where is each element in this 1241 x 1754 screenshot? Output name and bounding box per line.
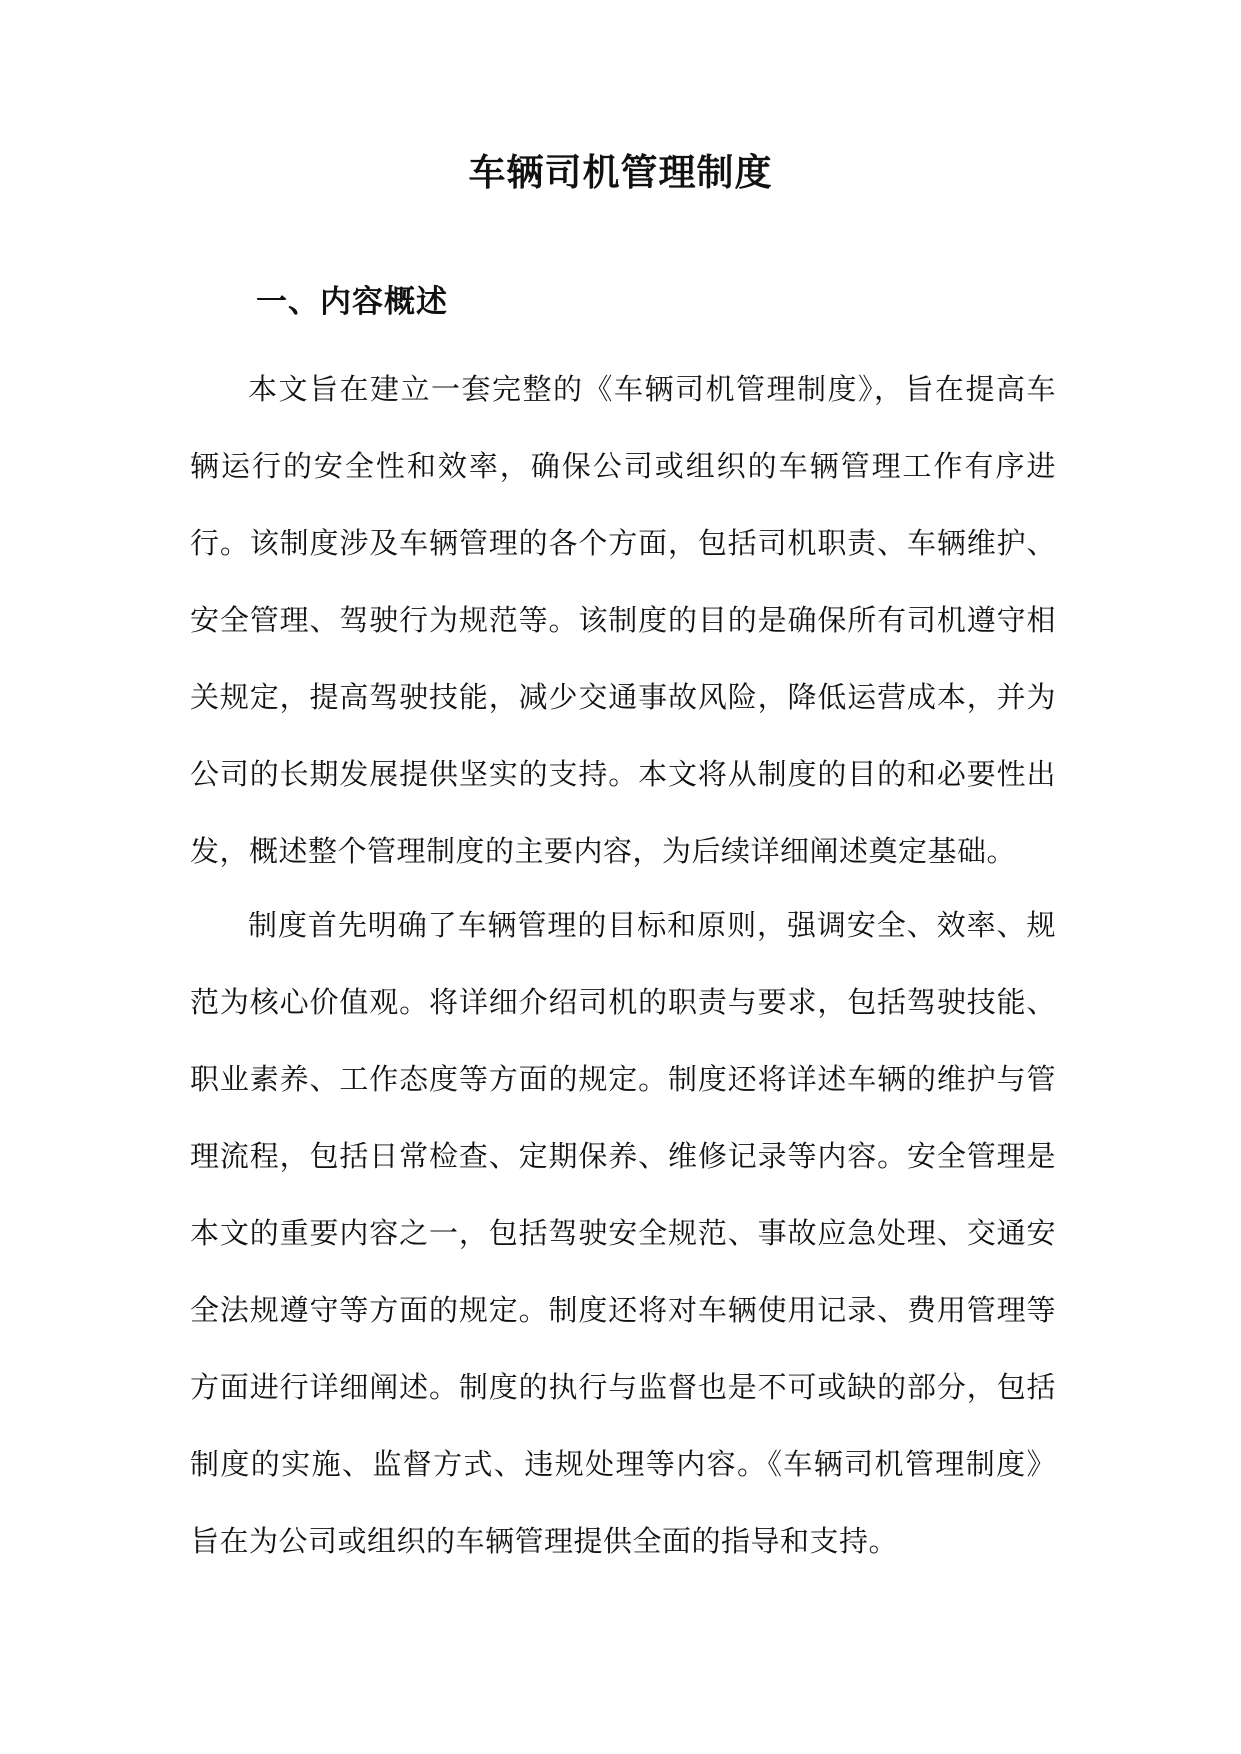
body-paragraph: 本文旨在建立一套完整的《车辆司机管理制度》，旨在提高车辆运行的安全性和效率，确保公司或组织的车辆管理工作有序进行。该制度涉及车辆管理的各个方面，包括司机职责、车辆维护、安全管理、驾驶行为规范等。该制度的目的是确保所有司机遵守相关规定，提高驾驶技能，减少交通事故风险，降低运营成本，并为公司的长期发展提供坚实的支持。本文将从制度的目的和必要性出发，概述整个管理制度的主要内容，为后续详细阐述奠定基础。 [190,372,1056,868]
section-heading: 一、内容概述 [256,284,448,320]
body-paragraph: 制度首先明确了车辆管理的目标和原则，强调安全、效率、规范为核心价值观。将详细介绍司机的职责与要求，包括驾驶技能、职业素养、工作态度等方面的规定。制度还将详述车辆的维护与管理流程，包括日常检查、定期保养、维修记录等内容。安全管理是本文的重要内容之一，包括驾驶安全规范、事故应急处理、交通安全法规遵守等方面的规定。制度还将对车辆使用记录、费用管理等方面进行详细阐述。制度的执行与监督也是不可或缺的部分，包括制度的实施、监督方式、违规处理等内容。《车辆司机管理制度》旨在为公司或组织的车辆管理提供全面的指导和支持。 [190,908,1056,1558]
document-title: 车辆司机管理制度 [468,151,773,194]
